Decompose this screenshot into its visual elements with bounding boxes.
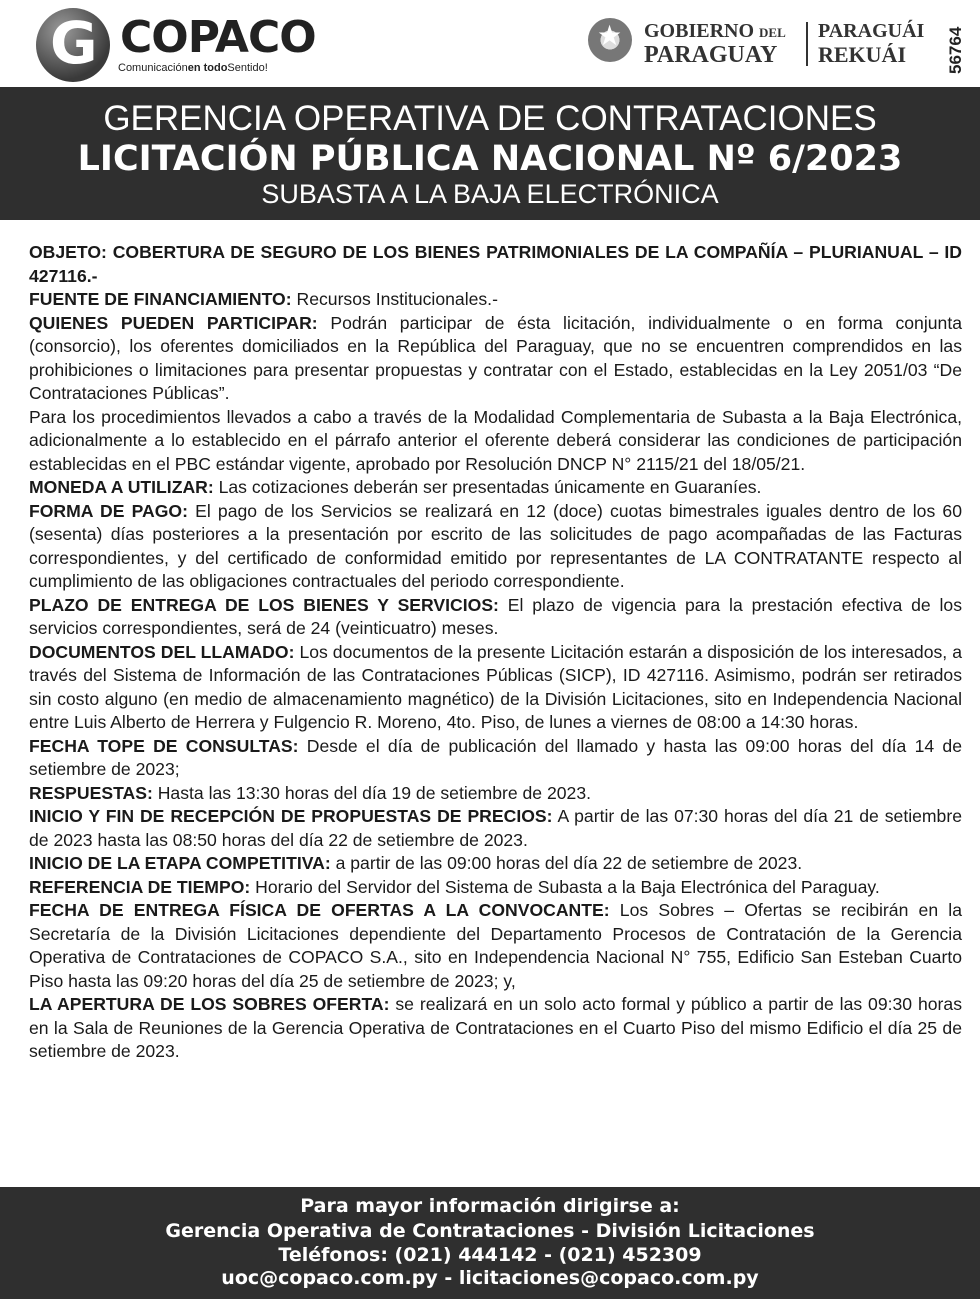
title-band (0, 87, 980, 220)
section-documentos: DOCUMENTOS DEL LLAMADO: Los documentos de la presente Licitación estarán a disposición de los interesados, a través del Sistema de Información de las Contrataciones Públicas (SICP), ID 427116. Asimismo, podrán ser retirados sin costo alguno (en medio de almacenamiento magnético) de la División Licitaciones, sito en Independencia Nacional entre Luis Alberto de Herrera y Fulgencio R. Moreno, 4to. Piso, de lunes a viernes de 08:00 a 14:30 horas. (29, 641, 962, 732)
gov-line2: PARAGUAY (644, 42, 778, 68)
section-consultas: FECHA TOPE DE CONSULTAS: Desde el día de publicación del llamado y hasta las 09:00 horas del día 14 de setiembre de 2023; (29, 735, 962, 779)
title-line1: GERENCIA OPERATIVA DE CONTRATACIONES (103, 99, 877, 138)
section-moneda: MONEDA A UTILIZAR: Las cotizaciones deberán ser presentadas únicamente en Guaraníes. (29, 477, 762, 497)
footer-phones: Teléfonos: (021) 444142 - (021) 452309 (278, 1244, 702, 1266)
section-plazo: PLAZO DE ENTREGA DE LOS BIENES Y SERVICIOS: El plazo de vigencia para la prestación efectiva de los servicios correspondientes, será de 24 (veinticuatro) meses. (29, 594, 962, 638)
copaco-logo (36, 6, 316, 86)
footer-line2: Gerencia Operativa de Contrataciones - División Licitaciones (165, 1220, 815, 1242)
section-financiamiento: FUENTE DE FINANCIAMIENTO: Recursos Institucionales.- (29, 289, 498, 309)
title-line2: LICITACIÓN PÚBLICA NACIONAL Nº 6/2023 (77, 139, 903, 179)
section-forma-pago: FORMA DE PAGO: El pago de los Servicios se realizará en 12 (doce) cuotas bimestrales iguales dentro de los 60 (sesenta) días posteriores a la presentación por escrito de las solicitudes de pago acompañadas de las Facturas correspondientes, y del certificado de conformidad emitido por representantes de LA CONTRATANTE respecto al cumplimiento de las obligaciones contractuales del periodo correspondiente. (29, 500, 962, 591)
ad-code: 56764 (946, 26, 965, 74)
rekuai-line1: PARAGUÁI (818, 20, 925, 42)
title-line3: SUBASTA A LA BAJA ELECTRÓNICA (261, 179, 719, 209)
copaco-tagline: Comunicaciónen todoSentido! (118, 62, 268, 74)
rekuai-line2: REKUÁI (818, 42, 907, 67)
section-referencia-tiempo: REFERENCIA DE TIEMPO: Horario del Servidor del Sistema de Subasta a la Baja Electrónica del Paraguay. (29, 876, 880, 897)
section-recepcion: INICIO Y FIN DE RECEPCIÓN DE PROPUESTAS DE PRECIOS: A partir de las 07:30 horas del día 21 de setiembre de 2023 hasta las 08:50 horas del día 22 de setiembre de 2023. (29, 806, 962, 850)
copaco-name: COPACO (120, 12, 316, 63)
copaco-emblem-icon: G (36, 8, 110, 82)
gov-line1: GOBIERNO DEL (644, 20, 786, 42)
section-participantes: QUIENES PUEDEN PARTICIPAR: Podrán participar de ésta licitación, individualmente o en forma conjunta (consorcio), los oferentes domiciliados en la República del Paraguay, que no se encuentren comprendidos en las prohibiciones o limitaciones para presentar propuestas y contratar con el Estado, establecidas en la Ley 2051/03 “De Contrataciones Públicas”. (29, 312, 962, 403)
section-apertura: LA APERTURA DE LOS SOBRES OFERTA: se realizará en un solo acto formal y público a partir de las 09:30 horas en la Sala de Reuniones de la Gerencia Operativa de Contrataciones en el Cuarto Piso del mismo Edificio el día 25 de setiembre de 2023. (29, 994, 962, 1061)
logo-divider (806, 22, 808, 66)
footer-emails: uoc@copaco.com.py - licitaciones@copaco.com.py (221, 1267, 759, 1289)
section-entrega-fisica: FECHA DE ENTREGA FÍSICA DE OFERTAS A LA CONVOCANTE: Los Sobres – Ofertas se recibirán en la Secretaría de la División Licitaciones dependiente del Departamento Procesos de Contratación de la Gerencia Operativa de Contrataciones de COPACO S.A., sito en Independencia Nacional N° 755, Edificio San Esteban Cuarto Piso hasta las 09:20 horas del día 25 de setiembre de 2023; y, (29, 900, 962, 991)
notice-body (29, 241, 962, 1064)
section-modalidad: Para los procedimientos llevados a cabo a través de la Modalidad Complementaria de Subasta a la Baja Electrónica, adicionalmente a lo establecido en el párrafo anterior el oferente deberá considerar las condiciones de participación establecidas en el PBC estándar vigente, aprobado por Resolución DNCP N° 2115/21 del 18/05/21. (29, 406, 962, 474)
section-etapa-competitiva: INICIO DE LA ETAPA COMPETITIVA: a partir de las 09:00 horas del día 22 de setiembre de 2023. (29, 853, 803, 873)
footer-line1: Para mayor información dirigirse a: (300, 1195, 680, 1217)
section-respuestas: RESPUESTAS: Hasta las 13:30 horas del día 19 de setiembre de 2023. (29, 782, 592, 803)
section-objeto: OBJETO: COBERTURA DE SEGURO DE LOS BIENES PATRIMONIALES DE LA COMPAÑÍA – PLURIANUAL – ID 427116.- (29, 242, 962, 286)
national-seal-icon: ★ (588, 18, 632, 62)
government-logo (588, 12, 938, 72)
footer-band (0, 1187, 980, 1299)
